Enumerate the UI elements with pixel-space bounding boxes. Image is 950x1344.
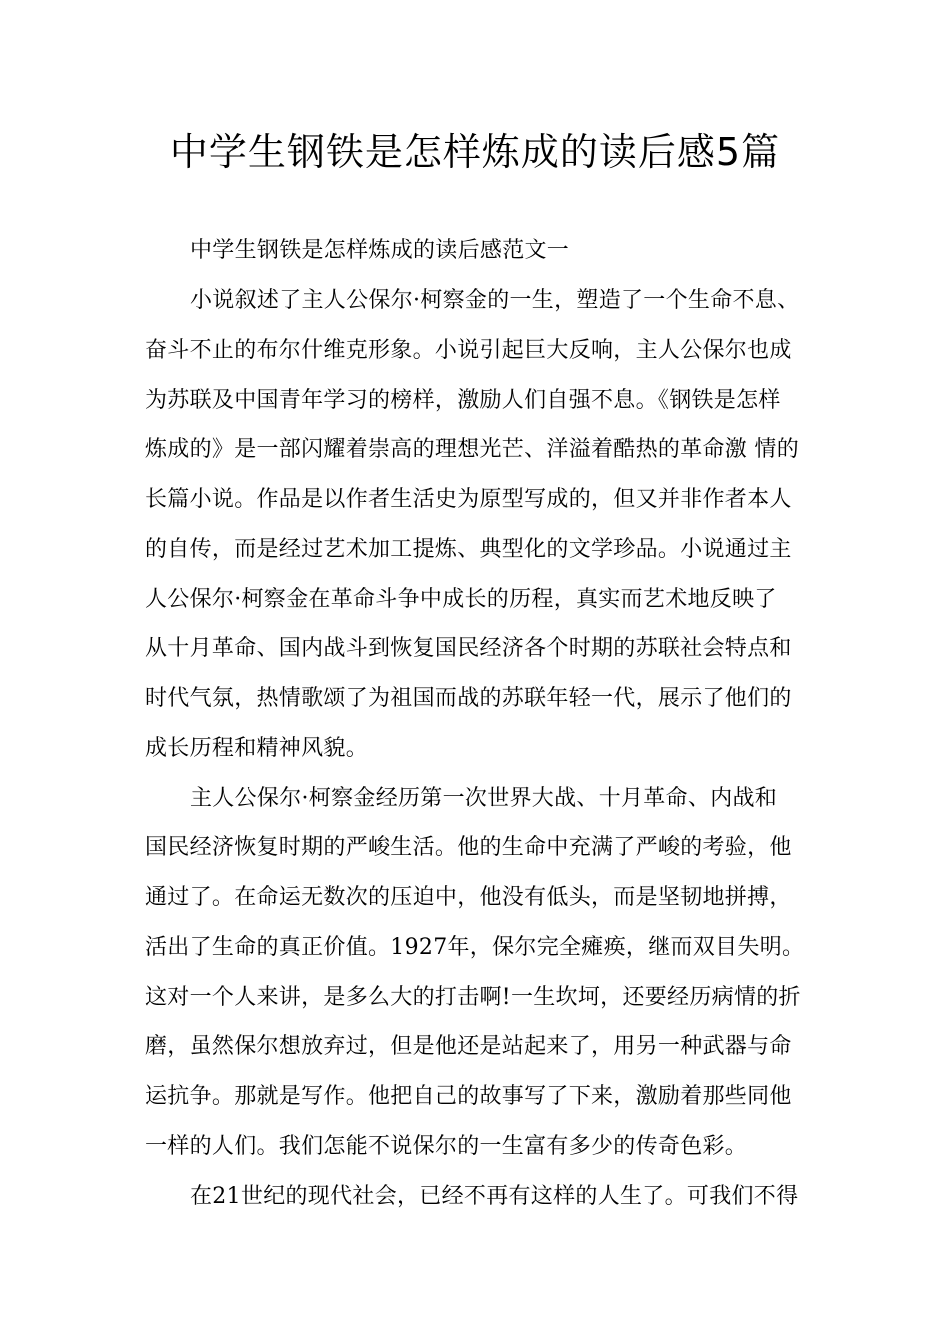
paragraph-line: 小说叙述了主人公保尔·柯察金的一生，塑造了一个生命不息、 <box>190 288 800 313</box>
paragraph-line: 主人公保尔·柯察金经历第一次世界大战、十月革命、内战和 <box>190 786 778 811</box>
paragraph-line: 一样的人们。我们怎能不说保尔的一生富有多少的传奇色彩。 <box>145 1134 748 1159</box>
paragraph-line: 人公保尔·柯察金在革命斗争中成长的历程，真实而艺术地反映了 <box>145 587 777 612</box>
section-heading: 中学生钢铁是怎样炼成的读后感范文一 <box>190 238 570 263</box>
paragraph-line: 国民经济恢复时期的严峻生活。他的生命中充满了严峻的考验，他 <box>145 835 792 860</box>
paragraph-line: 在21世纪的现代社会，已经不再有这样的人生了。可我们不得 <box>190 1184 799 1209</box>
paragraph-line: 从十月革命、国内战斗到恢复国民经济各个时期的苏联社会特点和 <box>145 636 792 661</box>
document-title: 中学生钢铁是怎样炼成的读后感5篇 <box>169 130 781 174</box>
paragraph-line: 炼成的》是一部闪耀着崇高的理想光芒、洋溢着酷热的革命激 情的 <box>145 437 799 462</box>
paragraph-line: 时代气氛，热情歌颂了为祖国而战的苏联年轻一代，展示了他们的 <box>145 686 792 711</box>
paragraph-line: 活出了生命的真正价值。1927年，保尔完全瘫痪，继而双目失明。 <box>145 935 805 960</box>
paragraph-line: 运抗争。那就是写作。他把自己的故事写了下来，激励着那些同他 <box>145 1084 792 1109</box>
paragraph-line: 为苏联及中国青年学习的榜样，激励人们自强不息。《钢铁是怎样 <box>145 388 781 413</box>
paragraph-line: 奋斗不止的布尔什维克形象。小说引起巨大反响，主人公保尔也成 <box>145 338 792 363</box>
paragraph-line: 磨，虽然保尔想放弃过，但是他还是站起来了，用另一种武器与命 <box>145 1034 792 1059</box>
paragraph-line: 这对一个人来讲，是多么大的打击啊!一生坎坷，还要经历病情的折 <box>145 985 801 1010</box>
paragraph-line: 成长历程和精神风貌。 <box>145 736 369 761</box>
paragraph-line: 通过了。在命运无数次的压迫中，他没有低头，而是坚韧地拼搏， <box>145 885 792 910</box>
paragraph-line: 的自传，而是经过艺术加工提炼、典型化的文学珍品。小说通过主 <box>145 537 792 562</box>
paragraph-line: 长篇小说。作品是以作者生活史为原型写成的，但又并非作者本人 <box>145 487 792 512</box>
